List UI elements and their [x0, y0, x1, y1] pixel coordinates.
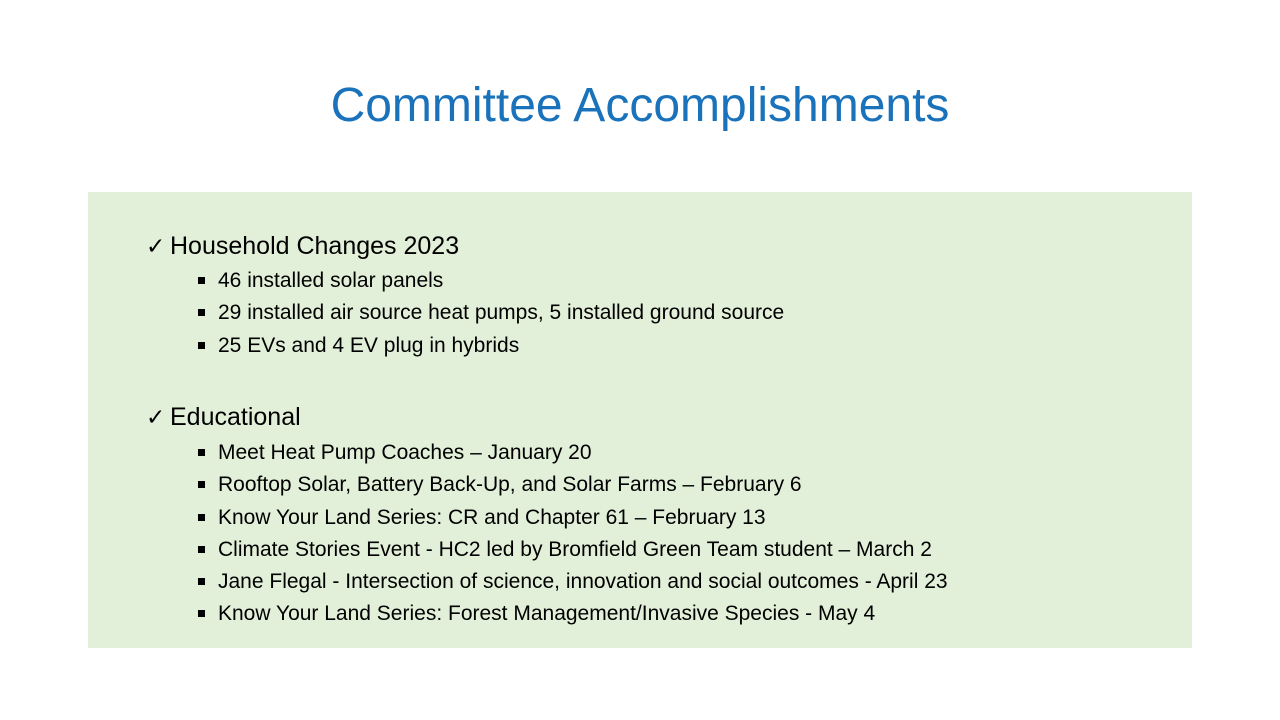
checkmark-icon: ✓: [146, 404, 166, 430]
section-heading-household: [146, 230, 459, 262]
list-item: [198, 469, 948, 501]
section-heading-label: Household Changes 2023: [170, 232, 460, 260]
list-item: [198, 502, 948, 534]
household-list: [198, 265, 784, 362]
list-item: [198, 534, 948, 566]
list-item-text: 29 installed air source heat pumps, 5 installed ground source: [218, 301, 785, 325]
section-heading-educational: [146, 401, 301, 433]
square-bullet-icon: [198, 546, 205, 553]
square-bullet-icon: [198, 610, 205, 617]
list-item-text: Meet Heat Pump Coaches – January 20: [218, 441, 592, 464]
accomplishments-box: [88, 192, 1192, 648]
list-item-text: Rooftop Solar, Battery Back-Up, and Solar Farms – February 6: [218, 473, 802, 497]
list-item-text: Know Your Land Series: Forest Management/Invasive Species - May 4: [218, 602, 876, 626]
list-item-text: Jane Flegal - Intersection of science, innovation and social outcomes - April 23: [218, 570, 948, 594]
section-heading-label: Educational: [170, 403, 301, 431]
list-item: [198, 297, 784, 329]
square-bullet-icon: [198, 277, 205, 284]
list-item-text: Climate Stories Event - HC2 led by Bromfield Green Team student – March 2: [218, 537, 932, 561]
slide-title: Committee Accomplishments: [330, 79, 950, 132]
square-bullet-icon: [198, 342, 205, 349]
list-item: [198, 566, 948, 598]
educational-list: [198, 437, 948, 631]
list-item: [198, 598, 948, 630]
checkmark-icon: ✓: [146, 233, 166, 259]
list-item: [198, 265, 784, 297]
list-item-text: Know Your Land Series: CR and Chapter 61 – February 13: [218, 505, 766, 529]
list-item-text: 25 EVs and 4 EV plug in hybrids: [218, 333, 520, 357]
square-bullet-icon: [198, 449, 205, 456]
square-bullet-icon: [198, 309, 205, 316]
list-item: [198, 330, 784, 362]
square-bullet-icon: [198, 481, 205, 488]
list-item: [198, 437, 948, 469]
square-bullet-icon: [198, 578, 205, 585]
list-item-text: 46 installed solar panels: [218, 269, 444, 292]
square-bullet-icon: [198, 514, 205, 521]
